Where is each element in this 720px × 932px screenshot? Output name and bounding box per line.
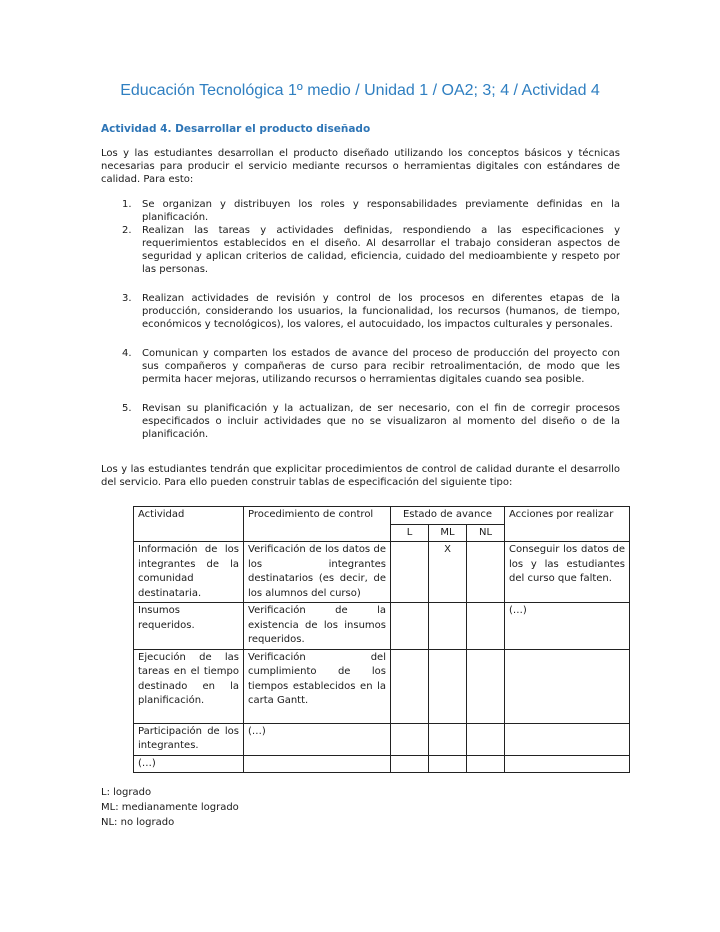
legend-item-nl: NL: no logrado	[101, 817, 175, 828]
table-row	[134, 755, 630, 773]
cell-nl	[467, 649, 505, 723]
cell-ml: X	[429, 542, 467, 603]
table-row	[134, 603, 630, 650]
cell-nl	[467, 723, 505, 755]
cell-procedure: Verificación de los datos de los integrantes destinatarios (es decir, de los alumnos del curso)	[244, 542, 391, 603]
cell-procedure: Verificación del cumplimiento de los tiempos establecidos en la carta Gantt.	[244, 649, 391, 723]
activity-heading: Actividad 4. Desarrollar el producto diseñado	[101, 123, 371, 135]
list-item-number: 5.	[122, 403, 132, 414]
closing-paragraph: Los y las estudiantes tendrán que explicitar procedimientos de control de calidad durante el desarrollo del servicio. Para ello pueden construir tablas de especificación del siguiente tipo:	[101, 464, 620, 488]
cell-l	[391, 542, 429, 603]
page-header-title: Educación Tecnológica 1º medio / Unidad 1 / OA2; 3; 4 / Actividad 4	[120, 82, 600, 99]
cell-procedure: Verificación de la existencia de los insumos requeridos.	[244, 603, 391, 650]
list-item-number: 1.	[122, 199, 132, 210]
header-procedure: Procedimiento de control	[244, 507, 391, 542]
table-header-row	[134, 507, 630, 525]
header-nl: NL	[467, 524, 505, 542]
list-item-text: Realizan las tareas y actividades definidas, respondiendo a las especificaciones y requerimientos establecidos en el diseño. Al desarrollar el trabajo consideran aspectos de seguridad y aplican criterios de calidad, eficiencia, cuidado del medioambiente y respeto por las personas.	[142, 225, 620, 275]
header-activity: Actividad	[134, 507, 244, 542]
cell-activity: Información de los integrantes de la comunidad destinataria.	[134, 542, 244, 603]
specification-table	[133, 506, 630, 773]
list-item-text: Revisan su planificación y la actualizan, de ser necesario, con el fin de corregir procesos especificados o incluir actividades que no se visualizaron al momento del diseño o de la planificación.	[142, 403, 620, 440]
cell-activity: Participación de los integrantes.	[134, 723, 244, 755]
list-item	[101, 224, 620, 276]
list-item-number: 2.	[122, 225, 132, 236]
cell-l	[391, 603, 429, 650]
cell-actions	[505, 723, 630, 755]
table-row	[134, 649, 630, 723]
cell-l	[391, 755, 429, 773]
intro-paragraph: Los y las estudiantes desarrollan el producto diseñado utilizando los conceptos básicos y técnicas necesarias para producir el servicio mediante recursos o herramientas digitales con estándares de calidad. Para esto:	[101, 148, 620, 185]
cell-activity: Insumos requeridos.	[134, 603, 244, 650]
cell-ml	[429, 755, 467, 773]
legend	[101, 785, 239, 830]
header-ml: ML	[429, 524, 467, 542]
cell-nl	[467, 603, 505, 650]
list-item	[101, 292, 620, 331]
cell-nl	[467, 542, 505, 603]
cell-nl	[467, 755, 505, 773]
table-row	[134, 723, 630, 755]
header-actions: Acciones por realizar	[505, 507, 630, 542]
cell-ml	[429, 723, 467, 755]
legend-item-l: L: logrado	[101, 787, 152, 798]
legend-item-ml: ML: medianamente logrado	[101, 802, 239, 813]
header-status: Estado de avance	[391, 507, 505, 525]
list-item-text: Realizan actividades de revisión y control de los procesos en diferentes etapas de la producción, considerando los usuarios, la funcionalidad, los recursos (humanos, de tiempo, económicos y tecnológicos), los valores, el autocuidado, los impactos culturales y personales.	[142, 293, 620, 330]
cell-actions	[505, 649, 630, 723]
cell-activity: Ejecución de las tareas en el tiempo destinado en la planificación.	[134, 649, 244, 723]
cell-l	[391, 649, 429, 723]
cell-actions: (…)	[505, 603, 630, 650]
list-item-text: Se organizan y distribuyen los roles y responsabilidades previamente definidas en la planificación.	[142, 199, 620, 223]
cell-actions	[505, 755, 630, 773]
list-item	[101, 402, 620, 441]
cell-l	[391, 723, 429, 755]
list-item-number: 4.	[122, 348, 132, 359]
list-item	[101, 198, 620, 224]
table-row	[134, 542, 630, 603]
cell-ml	[429, 649, 467, 723]
list-item-number: 3.	[122, 293, 132, 304]
cell-actions: Conseguir los datos de los y las estudiantes del curso que falten.	[505, 542, 630, 603]
steps-list	[101, 198, 620, 441]
cell-procedure	[244, 755, 391, 773]
list-item	[101, 347, 620, 386]
cell-ml	[429, 603, 467, 650]
list-item-text: Comunican y comparten los estados de avance del proceso de producción del proyecto con sus compañeros y compañeras de curso para recibir retroalimentación, de modo que les permita hacer mejoras, utilizando recursos o herramientas digitales cuando sea posible.	[142, 348, 620, 385]
cell-procedure: (…)	[244, 723, 391, 755]
cell-activity: (…)	[134, 755, 244, 773]
header-l: L	[391, 524, 429, 542]
